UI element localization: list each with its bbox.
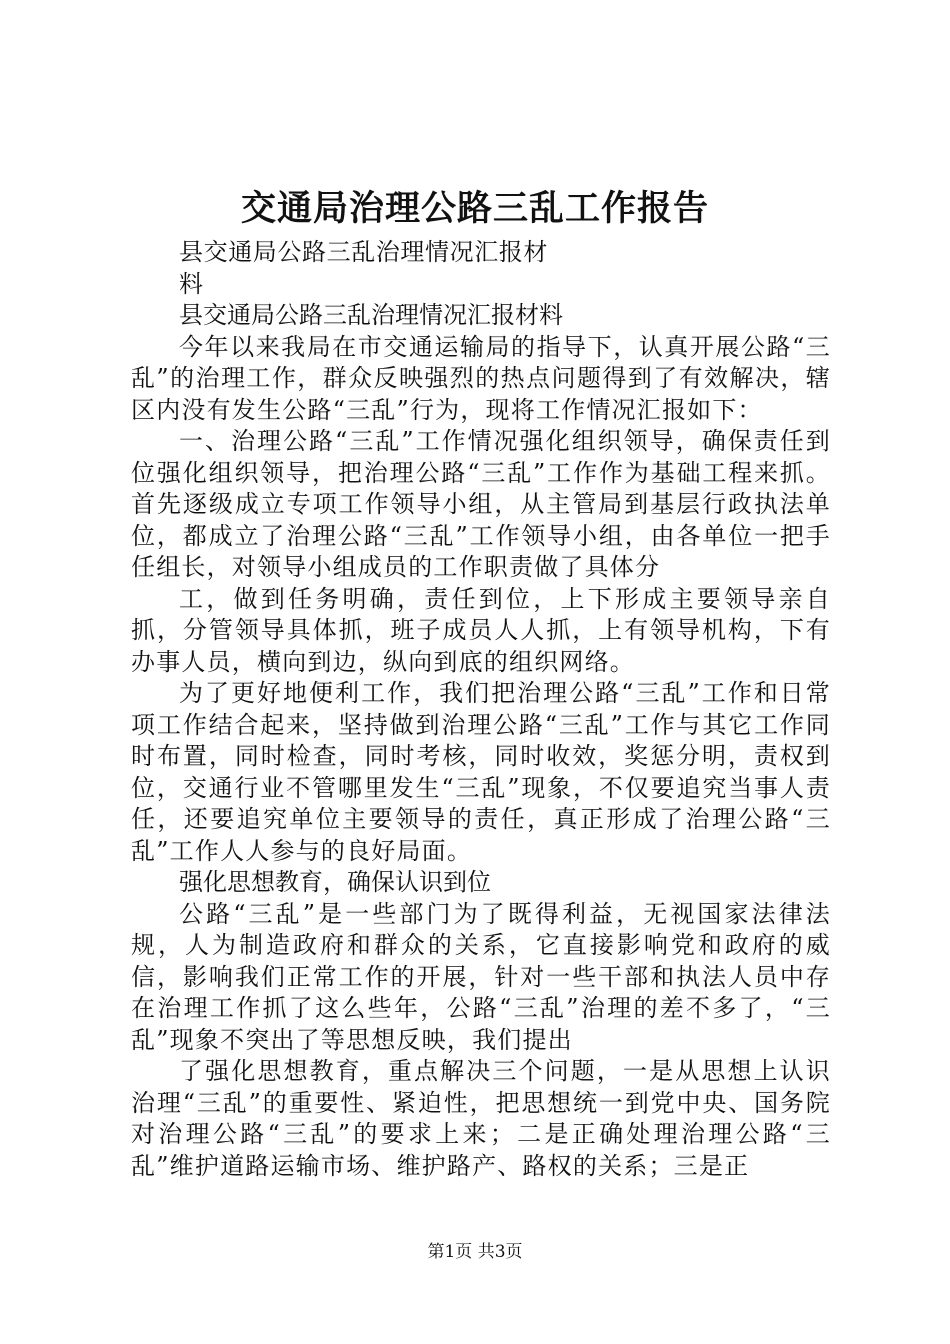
paragraph-responsibility: 为了更好地便利工作，我们把治理公路“三乱”工作和日常项工作结合起来，坚持做到治理公路“三乱”工作与其它工作同时布置，同时检查，同时考核，同时收效，奖惩分明，责权到位，交通行业不管哪里发生“三乱”现象，不仅要追究当事人责任，还要追究单位主要领导的责任，真正形成了治理公路“三乱”工作人人参与的良好局面。 <box>131 679 831 865</box>
paragraph-intro: 今年以来我局在市交通运输局的指导下，认真开展公路“三乱”的治理工作，群众反映强烈的热点问题得到了有效解决，辖区内没有发生公路“三乱”行为，现将工作情况汇报如下： <box>131 332 831 424</box>
page-indicator: 第1页 共3页 <box>427 1242 523 1262</box>
document-body <box>131 237 831 1182</box>
subtitle-line: 县交通局公路三乱治理情况汇报材料 <box>179 301 563 329</box>
paragraph-education: 公路“三乱”是一些部门为了既得利益，无视国家法律法规，人为制造政府和群众的关系，它直接影响党和政府的威信，影响我们正常工作的开展，针对一些干部和执法人员中存在治理工作抓了这么些年，公路“三乱”治理的差不多了，“三乱”现象不突出了等思想反映，我们提出 <box>131 899 831 1054</box>
document-title: 交通局治理公路三乱工作报告 <box>240 188 709 229</box>
paragraph-three-problems: 了强化思想教育，重点解决三个问题，一是从思想上认识治理“三乱”的重要性、紧迫性，把思想统一到党中央、国务院对治理公路“三乱”的要求上来；二是正确处理治理公路“三乱”维护道路运输市场、维护路产、路权的关系；三是正 <box>131 1057 831 1180</box>
subtitle-wrapped: 县交通局公路三乱治理情况汇报材料 <box>179 238 548 298</box>
section-heading: 强化思想教育，确保认识到位 <box>179 868 491 896</box>
paragraph-organization: 工，做到任务明确，责任到位，上下形成主要领导亲自抓，分管领导具体抓，班子成员人人抓，上有领导机构，下有办事人员，横向到边，纵向到底的组织网络。 <box>131 584 831 676</box>
paragraph-section-one: 一、治理公路“三乱”工作情况强化组织领导，确保责任到位强化组织领导，把治理公路“三乱”工作作为基础工程来抓。首先逐级成立专项工作领导小组，从主管局到基层行政执法单位，都成立了治理公路“三乱”工作领导小组，由各单位一把手任组长，对领导小组成员的工作职责做了具体分 <box>131 427 831 581</box>
